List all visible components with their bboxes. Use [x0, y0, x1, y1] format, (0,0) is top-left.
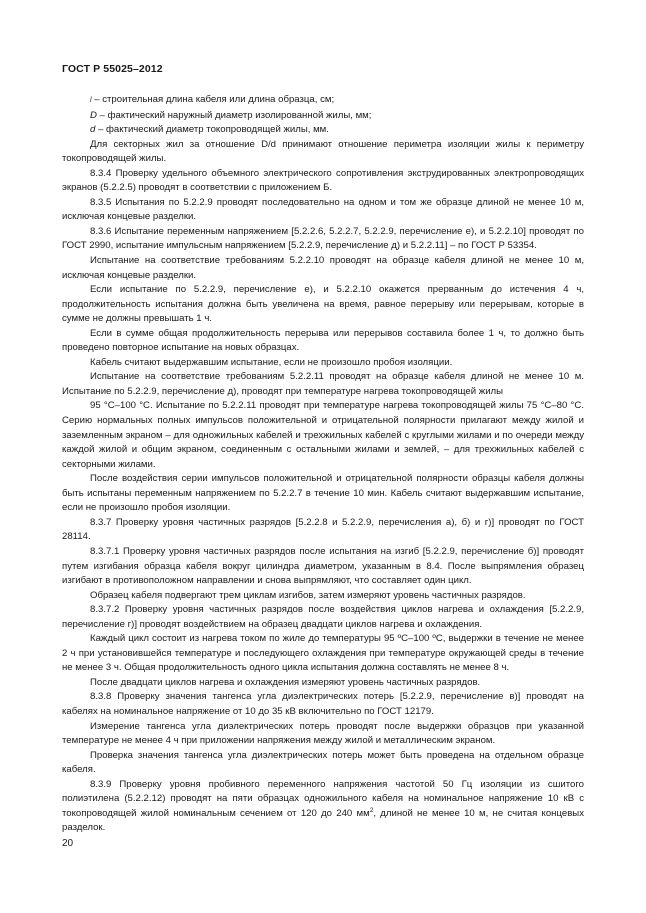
page-body: [62, 93, 584, 836]
paragraph: Измерение тангенса угла диэлектрических потерь проводят после выдержки образцов при указанной температуре не менее 4 ч при приложении напряжения между жилой и металлическим экраном.: [62, 720, 584, 747]
definition-l: [62, 93, 584, 109]
paragraph: Образец кабеля подвергают трем циклам изгибов, затем измеряют уровень частичных разрядов.: [90, 589, 526, 601]
superscript: 2: [369, 806, 374, 814]
paragraph: После воздействия серии импульсов положительной и отрицательной полярности образцы кабеля должны быть испытаны переменным напряжением по 5.2.2.7 в течение 10 мин. Кабель считают выдержавшим испытание, если не произошло пробоя изоляции.: [62, 473, 584, 514]
paragraph: 95 °С–100 °С. Испытание по 5.2.2.11 проводят при температуре нагрева токопроводящей жилы 75 °С–80 °С. Серию нормальных полных импульсов положительной и отрицательной полярности прилагают между жилой и заземленным экраном – для одножильных кабелей и трехжильных кабелей с круглыми жилами и по очереди между каждой жилой и общим экраном, соединенным с остальными жилами и землей, – для трехжильных кабелей с секторными жилами.: [62, 400, 584, 470]
paragraph: Для секторных жил за отношение D/d принимают отношение периметра изоляции жилы к периметру токопроводящей жилы.: [62, 138, 584, 165]
paragraph-text: , длиной не менее 10 м, не считая концевых разделок.: [62, 807, 584, 834]
definition-d: [62, 123, 584, 138]
paragraph: Кабель считают выдержавшим испытание, если не произошло пробоя изоляции.: [90, 356, 453, 368]
symbol-l: l: [90, 97, 92, 104]
paragraph-8-3-6: 8.3.6 Испытание переменным напряжением [5.2.2.6, 5.2.2.7, 5.2.2.9, перечисление е), и 5.2.2.10] проводят по ГОСТ 2990, испытание импульсным напряжением [5.2.2.9, перечисление д) и 5.2.2.11] – по ГОСТ Р 53354.: [62, 225, 584, 252]
paragraph: После двадцати циклов нагрева и охлаждения измеряют уровень частичных разрядов.: [90, 676, 481, 688]
definition-D: [62, 109, 584, 124]
symbol-d: d: [90, 124, 96, 136]
definition-text: – фактический наружный диаметр изолированной жилы, мм;: [96, 109, 372, 121]
definition-text: – строительная длина кабеля или длина образца, см;: [91, 94, 335, 105]
paragraph-8-3-5: 8.3.5 Испытания по 5.2.2.9 проводят последовательно на одном и том же образце длиной не менее 10 м, исключая концевые разделки.: [62, 196, 584, 223]
paragraph-8-3-9: [62, 778, 584, 836]
paragraph-8-3-7: 8.3.7 Проверку уровня частичных разрядов [5.2.2.8 и 5.2.2.9, перечисления а), б) и г)] проводят по ГОСТ 28114.: [62, 516, 584, 543]
definition-text: – фактический диаметр токопроводящей жилы, мм.: [95, 124, 329, 136]
paragraph-text: 8.3.9 Проверку уровня пробивного переменного напряжения частотой 50 Гц изоляции из сшитого полиэтилена (5.2.2.12) проводят на пяти образцах одножильного кабеля на номинальное напряжение 10 кВ с токопроводящей жилой номинальным сечением от 120 до 240 мм: [62, 778, 584, 819]
paragraph-8-3-8: 8.3.8 Проверку значения тангенса угла диэлектрических потерь [5.2.2.9, перечисление в)] проводят на кабелях на номинальное напряжение от 10 до 35 кВ включительно по ГОСТ 12179.: [62, 691, 584, 717]
document-header: ГОСТ Р 55025–2012: [62, 63, 163, 75]
paragraph: Испытание на соответствие требованиям 5.2.2.10 проводят на образце кабеля длиной не менее 10 м, исключая концевые разделки.: [62, 255, 584, 281]
paragraph: Каждый цикл состоит из нагрева током по жиле до температуры 95 ºС–100 ºС, выдержки в течение не менее 2 ч при установившейся температуре и последующего охлаждения при температуре окружающей среды в течение не менее 3 ч. Общая продолжительность одного цикла испытания должна составлять не менее 8 ч.: [62, 633, 584, 674]
paragraph-8-3-7-1: 8.3.7.1 Проверку уровня частичных разрядов после испытания на изгиб [5.2.2.9, перечисление б)] проводят путем изгибания образца кабеля вокруг цилиндра диаметром, указанным в 8.4. После выпрямления образец изгибают в противоположном направлении и снова выпрямляют, что составляет один цикл.: [62, 545, 584, 587]
paragraph: Если в сумме общая продолжительность перерыва или перерывов составила более 1 ч, то должно быть проведено повторное испытание на новых образцах.: [62, 327, 584, 354]
paragraph-8-3-4: 8.3.4 Проверку удельного объемного электрического сопротивления экструдированных электропроводящих экранов (5.2.2.5) проводят в соответствии с приложением Б.: [62, 167, 584, 194]
paragraph: Если испытание по 5.2.2.9, перечисление е), и 5.2.2.10 окажется прерванным до истечения 4 ч, продолжительность испытания должна быть увеличена на время, равное перерыву или перерывам, которые в сумме не должны превышать 1 ч.: [62, 284, 584, 325]
paragraph: Испытание на соответствие требованиям 5.2.2.11 проводят на образце кабеля длиной не менее 10 м. Испытание по 5.2.2.9, перечисление д), проводят при температуре нагрева токопроводящей жилы: [62, 371, 584, 397]
paragraph-8-3-7-2: 8.3.7.2 Проверку уровня частичных разрядов после воздействия циклов нагрева и охлаждения [5.2.2.9, перечисление г)] проводят воздействием на образец двадцати циклов нагрева и охлаждения.: [62, 604, 584, 630]
symbol-D: D: [90, 109, 97, 121]
paragraph: Проверка значения тангенса угла диэлектрических потерь может быть проведена на отдельном образце кабеля.: [62, 749, 584, 776]
page-number: 20: [62, 838, 74, 849]
